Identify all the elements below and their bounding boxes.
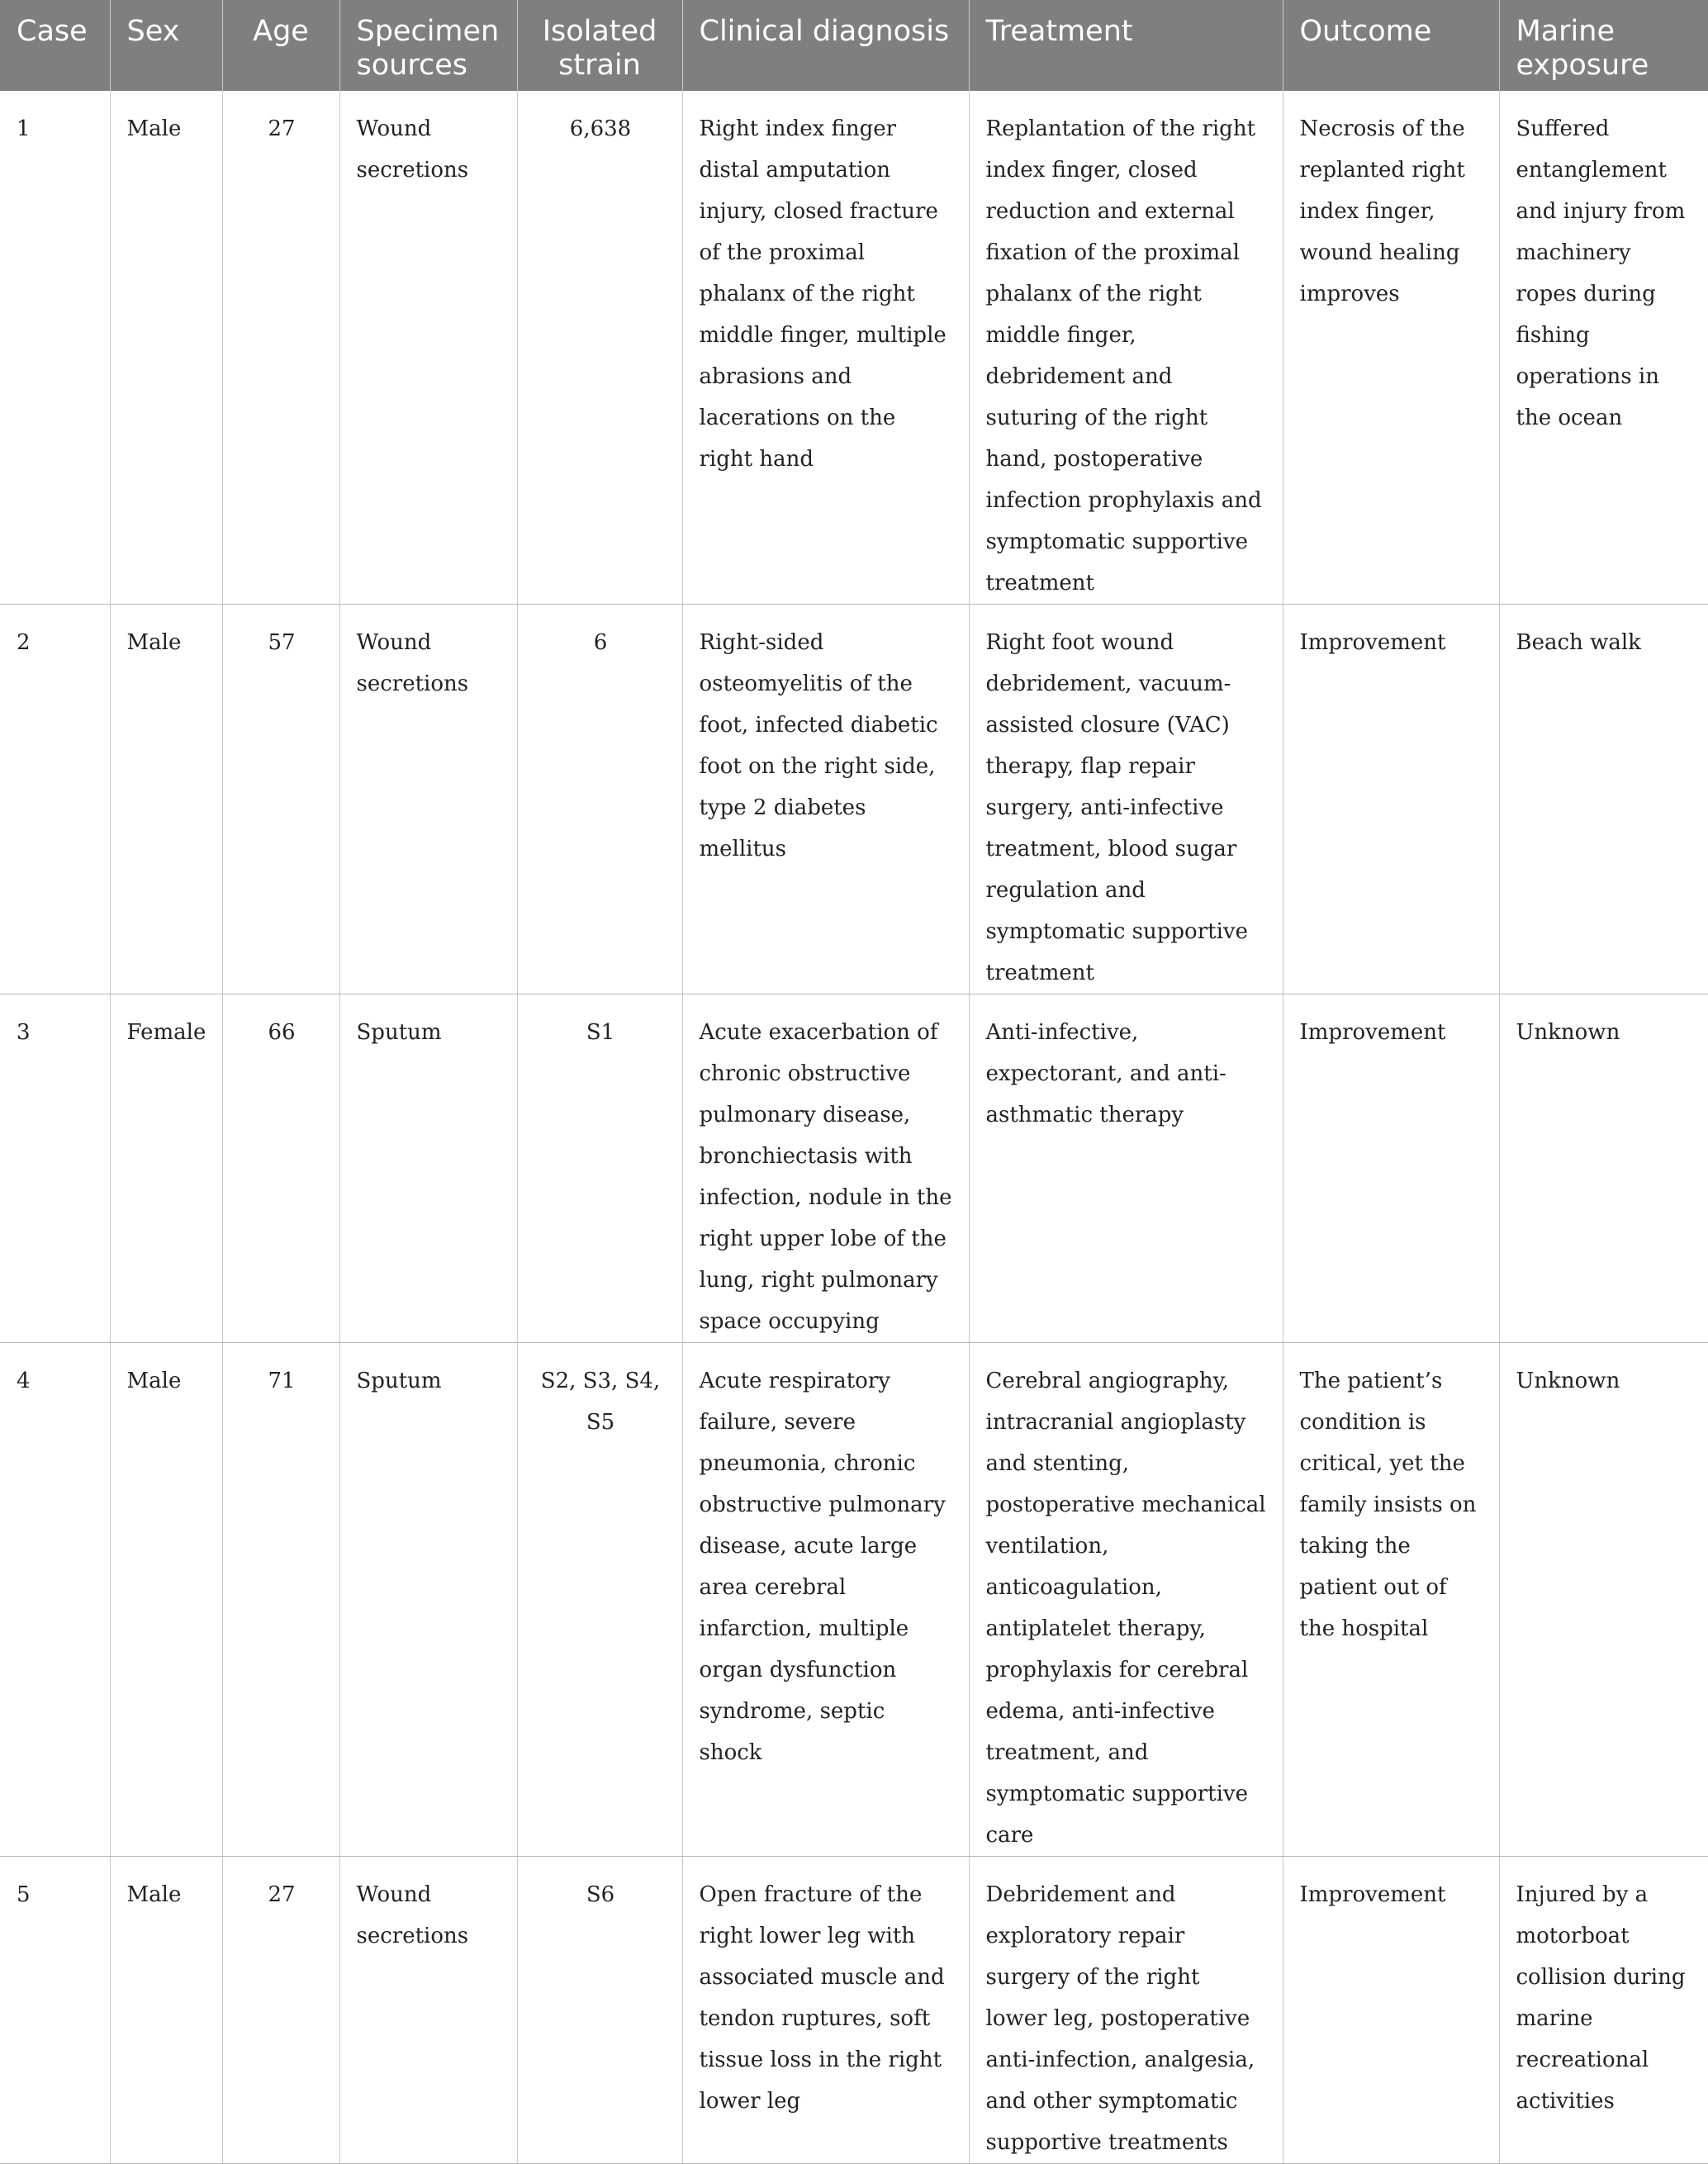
table-row xyxy=(0,1857,1708,2164)
header-specimen-sources: Specimen sources xyxy=(339,0,517,91)
cell-age: 27 xyxy=(222,1857,339,2164)
header-age: Age xyxy=(222,0,339,91)
table-header xyxy=(0,0,1708,91)
cell-specimen: Wound secretions xyxy=(339,1857,517,2164)
cell-specimen: Sputum xyxy=(339,994,517,1343)
cell-diagnosis: Right-sided osteomyelitis of the foot, infected diabetic foot on the right side, type 2 diabetes mellitus xyxy=(682,605,969,994)
cell-treatment: Right foot wound debridement, vacuum-assisted closure (VAC) therapy, flap repair surgery, anti-infective treatment, blood sugar regulation and symptomatic supportive treatment xyxy=(969,605,1283,994)
cell-exposure: Unknown xyxy=(1499,994,1708,1343)
header-isolated-strain: Isolated strain xyxy=(517,0,682,91)
cell-sex: Male xyxy=(110,605,222,994)
cell-age: 57 xyxy=(222,605,339,994)
cell-treatment: Cerebral angiography, intracranial angioplasty and stenting, postoperative mechanical ventilation, anticoagulation, antiplatelet therapy, prophylaxis for cerebral edema, anti-infective treatment, and symptomatic supportive care xyxy=(969,1343,1283,1857)
header-case: Case xyxy=(0,0,110,91)
cell-sex: Female xyxy=(110,994,222,1343)
cell-treatment: Replantation of the right index finger, closed reduction and external fixation of the proximal phalanx of the right middle finger, debridement and suturing of the right hand, postoperative infection prophylaxis and symptomatic supportive treatment xyxy=(969,91,1283,605)
cell-outcome: Necrosis of the replanted right index finger, wound healing improves xyxy=(1283,91,1499,605)
cell-exposure: Injured by a motorboat collision during marine recreational activities xyxy=(1499,1857,1708,2164)
cell-case: 2 xyxy=(0,605,110,994)
cell-diagnosis: Open fracture of the right lower leg with associated muscle and tendon ruptures, soft tissue loss in the right lower leg xyxy=(682,1857,969,2164)
cell-case: 3 xyxy=(0,994,110,1343)
cell-exposure: Suffered entanglement and injury from machinery ropes during fishing operations in the ocean xyxy=(1499,91,1708,605)
cell-exposure: Unknown xyxy=(1499,1343,1708,1857)
cell-outcome: Improvement xyxy=(1283,605,1499,994)
cell-strain: S1 xyxy=(517,994,682,1343)
cell-outcome: The patient’s condition is critical, yet the family insists on taking the patient out of the hospital xyxy=(1283,1343,1499,1857)
cell-diagnosis: Acute exacerbation of chronic obstructive pulmonary disease, bronchiectasis with infection, nodule in the right upper lobe of the lung, right pulmonary space occupying xyxy=(682,994,969,1343)
cell-outcome: Improvement xyxy=(1283,1857,1499,2164)
cell-treatment: Anti-infective, expectorant, and anti-asthmatic therapy xyxy=(969,994,1283,1343)
header-treatment: Treatment xyxy=(969,0,1283,91)
cell-exposure: Beach walk xyxy=(1499,605,1708,994)
cell-sex: Male xyxy=(110,1857,222,2164)
cell-strain: S6 xyxy=(517,1857,682,2164)
table-row xyxy=(0,1343,1708,1857)
cell-strain: S2, S3, S4, S5 xyxy=(517,1343,682,1857)
table-body xyxy=(0,91,1708,2164)
cell-specimen: Wound secretions xyxy=(339,91,517,605)
cell-outcome: Improvement xyxy=(1283,994,1499,1343)
cell-case: 4 xyxy=(0,1343,110,1857)
cell-treatment: Debridement and exploratory repair surgery of the right lower leg, postoperative anti-infection, analgesia, and other symptomatic supportive treatments xyxy=(969,1857,1283,2164)
table-row xyxy=(0,605,1708,994)
header-outcome: Outcome xyxy=(1283,0,1499,91)
cell-case: 1 xyxy=(0,91,110,605)
cell-specimen: Wound secretions xyxy=(339,605,517,994)
cell-age: 66 xyxy=(222,994,339,1343)
header-sex: Sex xyxy=(110,0,222,91)
header-marine-exposure: Marine exposure xyxy=(1499,0,1708,91)
cell-diagnosis: Acute respiratory failure, severe pneumonia, chronic obstructive pulmonary disease, acute large area cerebral infarction, multiple organ dysfunction syndrome, septic shock xyxy=(682,1343,969,1857)
cell-diagnosis: Right index finger distal amputation injury, closed fracture of the proximal phalanx of the right middle finger, multiple abrasions and lacerations on the right hand xyxy=(682,91,969,605)
cell-sex: Male xyxy=(110,1343,222,1857)
cell-strain: 6 xyxy=(517,605,682,994)
cell-sex: Male xyxy=(110,91,222,605)
cell-age: 27 xyxy=(222,91,339,605)
cell-strain: 6,638 xyxy=(517,91,682,605)
table-row xyxy=(0,91,1708,605)
cell-age: 71 xyxy=(222,1343,339,1857)
cell-specimen: Sputum xyxy=(339,1343,517,1857)
header-clinical-diagnosis: Clinical diagnosis xyxy=(682,0,969,91)
cell-case: 5 xyxy=(0,1857,110,2164)
table-row xyxy=(0,994,1708,1343)
